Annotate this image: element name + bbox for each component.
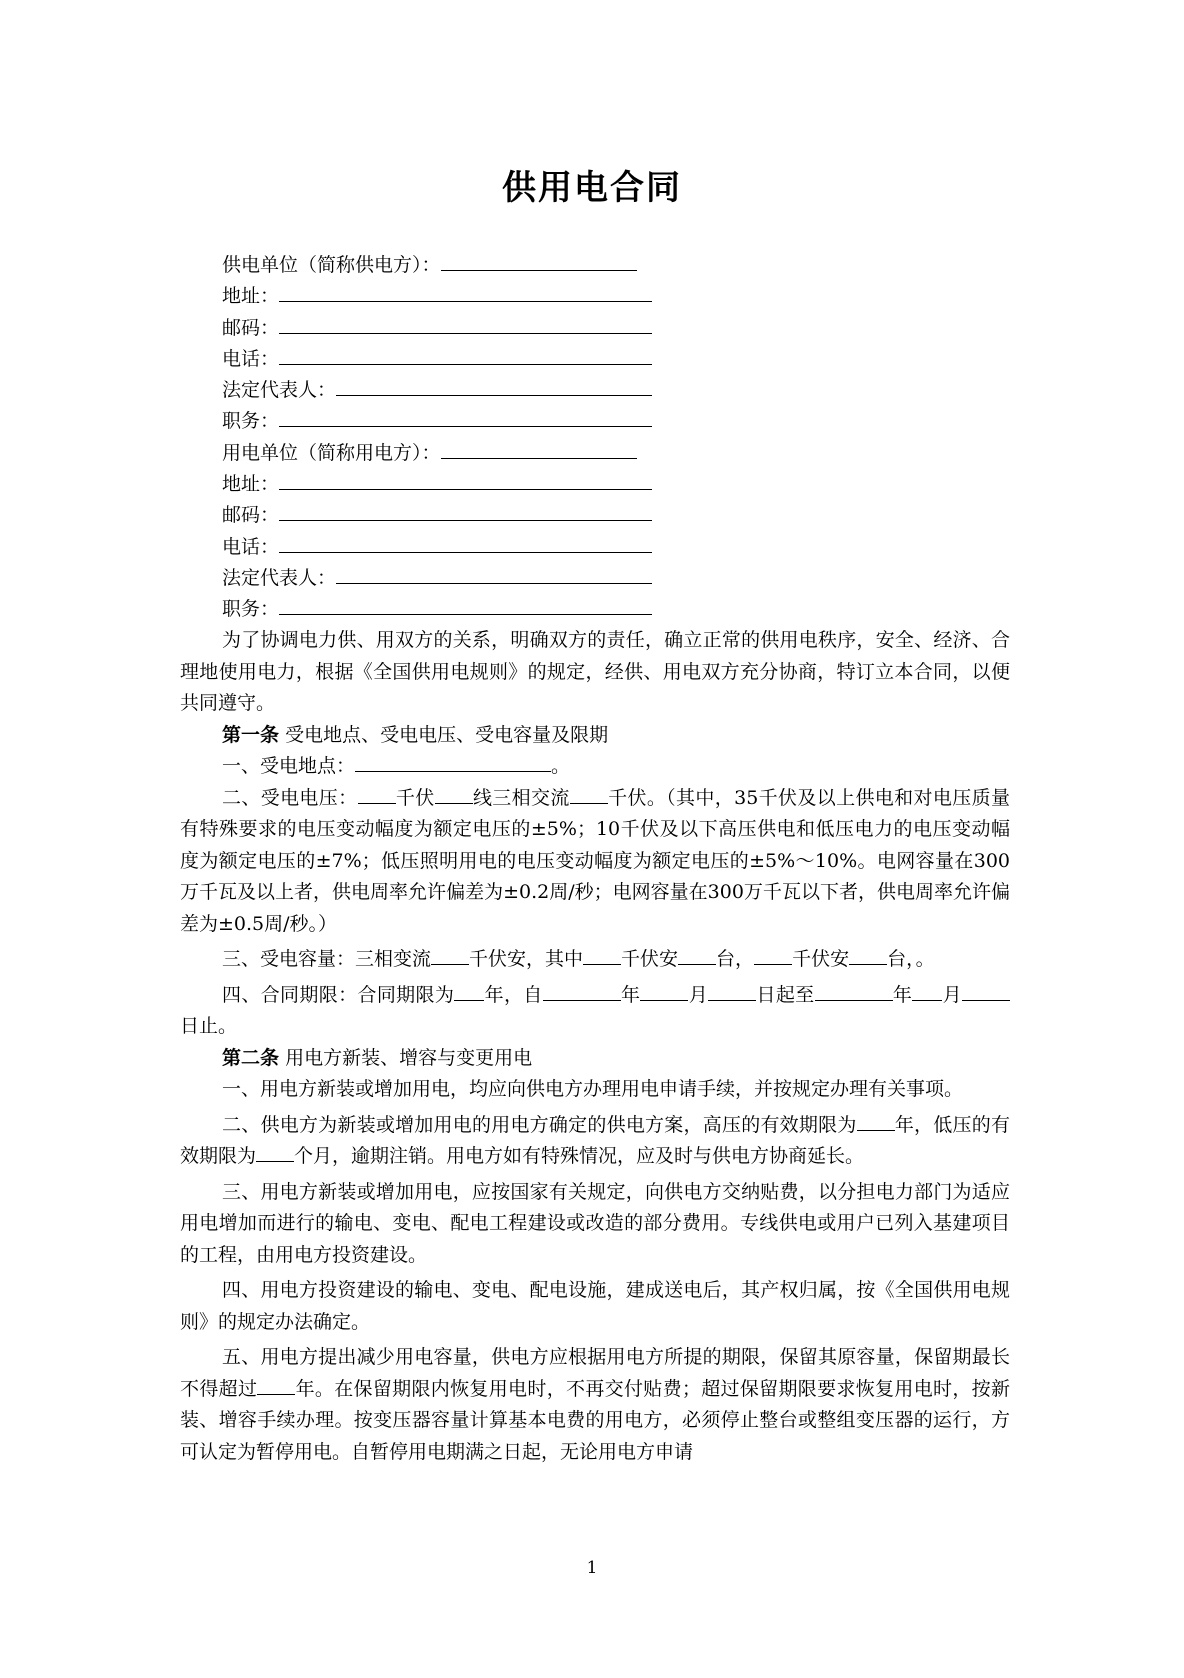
supplier-position-field	[222, 406, 652, 437]
item-text: 线三相交流	[472, 786, 570, 809]
blank-line	[257, 1376, 295, 1395]
article-2-item-3: 三、用电方新装或增加用电，应按国家有关规定，向供电方交纳贴费，以分担电力部门为适应用电增加而进行的输电、变电、配电工程建设或改造的部分费用。专线供电或用户已列入基建项目的工程，由用电方投资建设。	[180, 1180, 1010, 1266]
field-label: 地址：	[222, 285, 280, 308]
blank-line	[279, 502, 652, 521]
article-1-heading	[180, 720, 1010, 752]
blank-line	[279, 346, 652, 365]
blank-line	[849, 946, 887, 965]
preamble-paragraph: 为了协调电力供、用双方的关系，明确双方的责任，确立正常的供用电秩序，安全、经济、合理地使用电力，根据《全国供用电规则》的规定，经供、用电双方充分协商，特订立本合同，以便共同遵守。	[180, 629, 1010, 714]
item-text: 台，。	[887, 948, 935, 970]
consumer-phone-field	[222, 532, 652, 563]
item-text: 年	[620, 983, 641, 1006]
blank-line	[431, 946, 469, 965]
item-text: 五、用电方提出减少用电容量，供电方应根据用电方所提的期限，保留其原容量，保留期最长不得超过	[180, 1346, 1010, 1400]
field-label: 法定代表人：	[222, 566, 337, 589]
field-label: 电话：	[222, 535, 280, 558]
blank-line	[279, 471, 652, 490]
supplier-unit-field	[222, 250, 652, 281]
field-label: 供电单位（简称供电方）：	[222, 254, 441, 276]
field-label: 用电单位（简称用电方）：	[222, 441, 441, 464]
article-1-item-3	[180, 944, 1010, 976]
blank-line	[355, 753, 551, 772]
article-2-heading	[180, 1043, 1010, 1075]
article-title: 受电地点、受电电压、受电容量及限期	[285, 723, 609, 746]
article-1-item-4	[180, 980, 1010, 1043]
article-number: 第一条	[222, 723, 280, 746]
item-text: 个月，逾期注销。用电方如有特殊情况，应及时与供电方协商延长。	[294, 1145, 865, 1167]
blank-line	[543, 982, 621, 1001]
blank-line	[678, 946, 716, 965]
blank-line	[912, 982, 942, 1001]
page-title: 供用电合同	[502, 168, 682, 208]
field-label: 邮码：	[222, 504, 280, 527]
article-2-item-4: 四、用电方投资建设的输电、变电、配电设施，建成送电后，其产权归属，按《全国供用电规则》的规定办法确定。	[180, 1279, 1010, 1333]
blank-line	[279, 315, 652, 334]
blank-line	[279, 596, 652, 615]
blank-line	[279, 283, 652, 302]
article-1-item-1	[180, 751, 1010, 783]
supplier-postcode-field	[222, 313, 652, 344]
article-2-item-1: 一、用电方新装或增加用电，均应向供电方办理用电申请手续，并按规定办理有关事项。	[222, 1078, 964, 1100]
item-text: 月	[942, 983, 962, 1006]
blank-line	[640, 982, 688, 1001]
blank-line	[708, 982, 756, 1001]
article-2-item-5	[180, 1342, 1010, 1468]
item-text: 年	[892, 983, 913, 1006]
item-text: 年，自	[484, 983, 543, 1006]
blank-line	[441, 440, 637, 459]
article-1-item-2	[180, 783, 1010, 941]
item-text: 日起至	[756, 983, 815, 1006]
blank-line	[435, 785, 473, 804]
field-label: 职务：	[222, 410, 280, 433]
item-text: 千伏	[395, 786, 435, 809]
consumer-position-field	[222, 594, 652, 625]
supplier-address-field	[222, 281, 652, 312]
field-label: 地址：	[222, 473, 280, 496]
blank-line	[857, 1112, 895, 1131]
field-label: 邮码：	[222, 316, 280, 339]
party-info-fields	[222, 250, 652, 626]
item-text: 日止。	[180, 1015, 238, 1037]
field-label: 法定代表人：	[222, 379, 337, 402]
consumer-legal-rep-field	[222, 563, 652, 594]
item-text: 台，	[716, 948, 755, 970]
article-number: 第二条	[222, 1046, 280, 1069]
item-text: 三、受电容量：三相变流	[222, 948, 432, 970]
blank-line	[962, 982, 1010, 1001]
item-text: 千伏。（其中，35千伏及以上供电和对电压质量有特殊要求的电压变动幅度为额定电压的±5%；10千伏及以下高压供电和低压电力的电压变动幅度为额定电压的±7%；低压照明用电的电压变动幅度为额定电压的±5%～10%。电网容量在300万千瓦及以上者，供电周率允许偏差为±0.2周/秒；电网容量在300万千瓦以下者，供电周率允许偏差为±0.5周/秒。）	[180, 786, 1010, 935]
consumer-postcode-field	[222, 500, 652, 531]
field-label: 电话：	[222, 347, 280, 370]
item-text: 二、受电电压：	[222, 786, 358, 809]
item-text: 千伏安，其中	[469, 948, 584, 970]
blank-line	[570, 785, 608, 804]
item-text: 。	[551, 755, 571, 777]
blank-line	[358, 785, 396, 804]
blank-line	[336, 377, 652, 396]
blank-line	[815, 982, 893, 1001]
item-text: 千伏安	[792, 948, 850, 970]
blank-line	[336, 565, 652, 584]
blank-line	[583, 946, 621, 965]
page-number: 1	[586, 1558, 598, 1578]
blank-line	[754, 946, 792, 965]
blank-line	[279, 408, 652, 427]
blank-line	[454, 982, 484, 1001]
field-label: 职务：	[222, 598, 280, 621]
item-text: 一、受电地点：	[222, 755, 356, 777]
article-title: 用电方新装、增容与变更用电	[285, 1046, 533, 1069]
article-2-item-2	[180, 1110, 1010, 1173]
contract-body	[180, 625, 1010, 1468]
item-text: 年。在保留期限内恢复用电时，不再交付贴费；超过保留期限要求恢复用电时，按新装、增容手续办理。按变压器容量计算基本电费的用电方，必须停止整台或整组变压器的运行，方可认定为暂停用电。自暂停用电期满之日起，无论用电方申请	[180, 1377, 1010, 1463]
item-text: 千伏安	[621, 948, 679, 970]
item-text: 年，低压的有效期限为	[180, 1113, 1010, 1167]
consumer-unit-field	[222, 438, 652, 469]
item-text: 月	[688, 983, 709, 1006]
blank-line	[256, 1143, 294, 1162]
blank-line	[279, 534, 652, 553]
item-text: 二、供电方为新装或增加用电的用电方确定的供电方案，高压的有效期限为	[222, 1113, 857, 1136]
blank-line	[441, 252, 637, 271]
item-text: 四、合同期限：合同期限为	[222, 983, 455, 1006]
supplier-phone-field	[222, 344, 652, 375]
supplier-legal-rep-field	[222, 375, 652, 406]
consumer-address-field	[222, 469, 652, 500]
